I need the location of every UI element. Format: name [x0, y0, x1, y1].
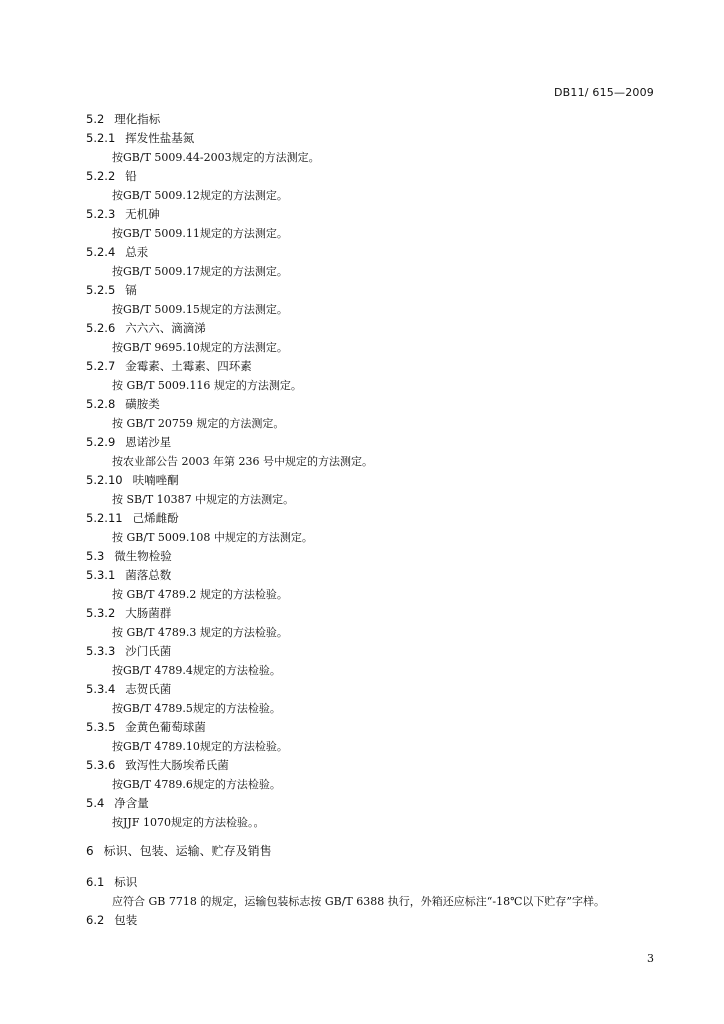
document-code: DB11/ 615—2009: [553, 86, 654, 99]
clause-text: 按JJF 1070规定的方法检验。。: [112, 816, 265, 829]
clause-text: 按 GB/T 4789.2 规定的方法检验。: [112, 588, 288, 601]
section-6-lines: [86, 873, 666, 930]
clause-number: 5.2.3: [86, 207, 116, 221]
clause-text: 按 GB/T 5009.116 规定的方法测定。: [112, 379, 302, 392]
clause-title: 铅: [125, 169, 137, 183]
clause-title: 恩诺沙星: [125, 435, 172, 449]
clause-text: 应符合 GB 7718 的规定，运输包装标志按 GB/T 6388 执行，外箱还应标注“-18℃以下贮存”字样。: [112, 895, 606, 908]
clause-heading: [86, 873, 666, 892]
clause-number: 5.3: [86, 549, 105, 563]
clause-number: 5.3.3: [86, 644, 116, 658]
section-5-lines: [86, 110, 666, 832]
clause-title: 净含量: [114, 796, 149, 810]
clause-text: 按GB/T 5009.15规定的方法测定。: [112, 303, 288, 316]
clause-text: 按 GB/T 5009.108 中规定的方法测定。: [112, 531, 313, 544]
clause-number: 6.2: [86, 913, 105, 927]
clause-title: 己烯雌酚: [132, 511, 179, 525]
clause-heading: [86, 243, 666, 262]
clause-heading: [86, 167, 666, 186]
clause-heading: [86, 110, 666, 129]
clause-text: 按 GB/T 4789.3 规定的方法检验。: [112, 626, 288, 639]
clause-heading: [86, 509, 666, 528]
clause-title: 磺胺类: [125, 397, 160, 411]
clause-number: 5.2.8: [86, 397, 116, 411]
document-body: [86, 110, 666, 930]
clause-title: 微生物检验: [114, 549, 172, 563]
section-number: 6: [86, 844, 94, 858]
page-number: 3: [647, 952, 654, 965]
clause-heading: [86, 680, 666, 699]
clause-text: 按GB/T 9695.10规定的方法测定。: [112, 341, 288, 354]
clause-text: 按GB/T 5009.17规定的方法测定。: [112, 265, 288, 278]
clause-number: 5.2.5: [86, 283, 116, 297]
clause-title: 挥发性盐基氮: [125, 131, 195, 145]
clause-title: 六六六、滴滴涕: [125, 321, 206, 335]
clause-title: 无机砷: [125, 207, 160, 221]
clause-heading: [86, 205, 666, 224]
clause-title: 菌落总数: [125, 568, 172, 582]
clause-number: 5.4: [86, 796, 105, 810]
clause-number: 5.3.1: [86, 568, 116, 582]
clause-text: 按 SB/T 10387 中规定的方法测定。: [112, 493, 295, 506]
clause-text: 按GB/T 4789.6规定的方法检验。: [112, 778, 281, 791]
clause-title: 大肠菌群: [125, 606, 172, 620]
clause-number: 5.2: [86, 112, 105, 126]
clause-title: 包装: [114, 913, 138, 927]
clause-title: 沙门氏菌: [125, 644, 172, 658]
clause-heading: [86, 718, 666, 737]
clause-title: 理化指标: [114, 112, 161, 126]
clause-title: 呋喃唑酮: [132, 473, 179, 487]
clause-number: 5.2.11: [86, 511, 123, 525]
clause-text: 按 GB/T 20759 规定的方法测定。: [112, 417, 285, 430]
clause-heading: [86, 395, 666, 414]
clause-title: 金黄色葡萄球菌: [125, 720, 206, 734]
clause-heading: [86, 642, 666, 661]
clause-number: 5.2.9: [86, 435, 116, 449]
section-6-heading: [86, 842, 666, 861]
clause-heading: [86, 433, 666, 452]
clause-number: 5.3.5: [86, 720, 116, 734]
clause-heading: [86, 471, 666, 490]
clause-heading: [86, 357, 666, 376]
clause-heading: [86, 281, 666, 300]
clause-number: 5.2.4: [86, 245, 116, 259]
clause-number: 6.1: [86, 875, 105, 889]
section-title: 标识、包装、运输、贮存及销售: [103, 844, 272, 858]
clause-text: 按GB/T 4789.4规定的方法检验。: [112, 664, 281, 677]
clause-text: 按农业部公告 2003 年第 236 号中规定的方法测定。: [112, 455, 373, 468]
clause-number: 5.3.6: [86, 758, 116, 772]
clause-text: 按GB/T 5009.44-2003规定的方法测定。: [112, 151, 320, 164]
clause-number: 5.2.6: [86, 321, 116, 335]
clause-heading: [86, 129, 666, 148]
clause-title: 志贺氏菌: [125, 682, 172, 696]
clause-heading: [86, 547, 666, 566]
clause-title: 金霉素、土霉素、四环素: [125, 359, 252, 373]
clause-heading: [86, 911, 666, 930]
clause-heading: [86, 756, 666, 775]
clause-heading: [86, 604, 666, 623]
clause-number: 5.3.2: [86, 606, 116, 620]
clause-heading: [86, 319, 666, 338]
clause-text: 按GB/T 4789.10规定的方法检验。: [112, 740, 288, 753]
clause-heading: [86, 794, 666, 813]
clause-number: 5.2.7: [86, 359, 116, 373]
clause-text: 按GB/T 5009.11规定的方法测定。: [112, 227, 288, 240]
clause-title: 致泻性大肠埃希氏菌: [125, 758, 229, 772]
clause-text: 按GB/T 5009.12规定的方法测定。: [112, 189, 288, 202]
clause-number: 5.2.10: [86, 473, 123, 487]
clause-number: 5.2.2: [86, 169, 116, 183]
clause-number: 5.2.1: [86, 131, 116, 145]
clause-title: 镉: [125, 283, 137, 297]
clause-title: 标识: [114, 875, 138, 889]
clause-text: 按GB/T 4789.5规定的方法检验。: [112, 702, 281, 715]
clause-number: 5.3.4: [86, 682, 116, 696]
clause-heading: [86, 566, 666, 585]
clause-title: 总汞: [125, 245, 149, 259]
